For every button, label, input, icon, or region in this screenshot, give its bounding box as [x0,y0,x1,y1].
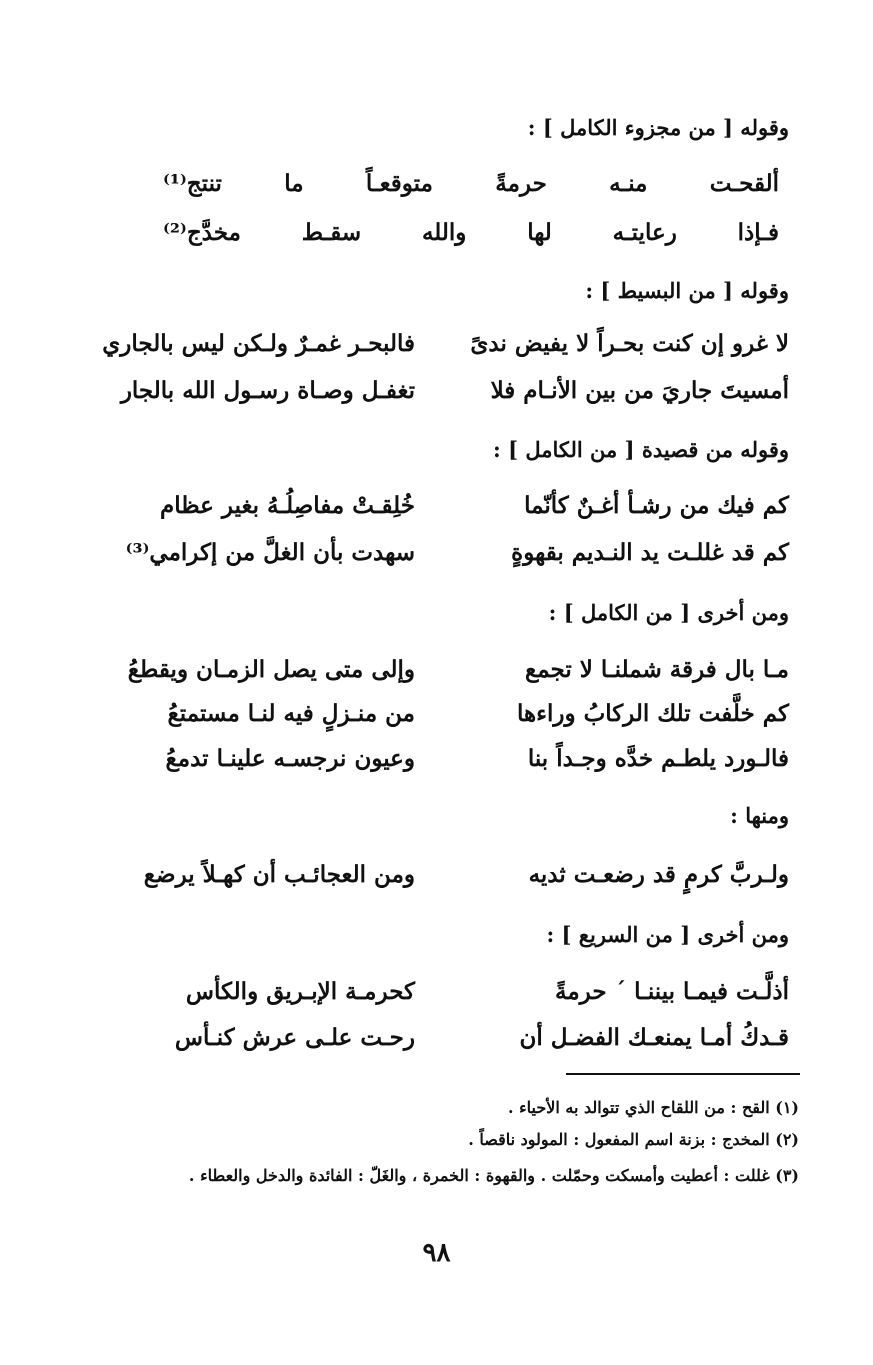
verse-word: تنتج⁽¹⁾ [163,170,222,197]
verse-first-hemistich: كم فيك من رشـأ أغـنٌ كأنّما [524,492,789,519]
verse-line [0,377,873,421]
verse-first-hemistich: كم خلَّفت تلك الركابُ وراءها [517,700,789,727]
verse-first-hemistich: ولـربَّ كرمٍ قد رضعـت ثديه [528,861,789,888]
verse-line [0,978,873,1022]
verse-words [163,219,779,246]
verse-word: ألقحـت [709,170,779,197]
section-intro: وقوله من قصيدة [ من الكامل ] : [493,437,789,462]
section-intro: وقوله [ من مجزوء الكامل ] : [527,115,789,140]
verse-second-hemistich: وإلى متى يصل الزمـان ويقطعُ [127,656,415,683]
verse-word: ما [284,170,304,197]
verse-second-hemistich: كحرمـة الإبـريق والكأس [185,978,415,1005]
footnote-separator [566,1073,800,1075]
verse-first-hemistich: فالـورد يلطـم خدَّه وجـداً بنا [527,745,789,772]
verse-word: منـه [609,170,648,197]
verse-line [0,492,873,536]
section-intro: ومن أخرى [ من الكامل ] : [548,600,789,625]
verse-words [163,170,779,197]
section-intro: ومنها : [730,803,789,828]
verse-first-hemistich: مـا بال فرقة شملنـا لا تجمع [524,656,789,683]
section-intro: ومن أخرى [ من السريع ] : [546,922,789,947]
verse-second-hemistich: فالبحـر غمـرٌ ولـكن ليس بالجاري [102,330,415,357]
verse-line [0,861,873,905]
verse-second-hemistich: من منـزلٍ فيه لنـا مستمتعُ [167,700,415,727]
verse-first-hemistich: أمسيتَ جاريَ من بين الأنـام فلا [490,377,789,404]
verse-line [0,700,873,744]
section-intro: وقوله [ من البسيط ] : [585,278,789,303]
verse-line [0,745,873,789]
verse-line [0,1024,873,1068]
verse-line [0,219,873,263]
verse-line [0,330,873,374]
verse-word: حرمةً [495,170,547,197]
footnote: (١) القح : من اللقاح الذي تتوالد به الأحياء . [508,1098,799,1117]
verse-second-hemistich: وعيون نرجسـه علينـا تدمعُ [165,745,415,772]
verse-word: فـإذا [737,219,779,246]
verse-word: متوقعـاً [365,170,433,197]
verse-second-hemistich: تغفـل وصـاة رسـول الله بالجار [120,377,415,404]
verse-first-hemistich: أذلَّـت فيمـا بيننـا ´ حرمةً [555,978,789,1005]
verse-second-hemistich: سهدت بأن الغلَّ من إكرامي⁽³⁾ [125,539,415,566]
verse-word: مخدَّج⁽²⁾ [163,219,241,246]
verse-word: لها [527,219,552,246]
footnote: (٣) غللت : أعطيت وأمسكت وحمّلت . والقهوة : الخمرة ، والغَلّ : الفائدة والدخل والعطاء . [188,1166,799,1185]
verse-first-hemistich: لا غرو إن كنت بحـراً لا يفيض ندىً [470,330,789,357]
verse-first-hemistich: قـدكُ أمـا يمنعـك الفضـل أن [519,1024,789,1051]
verse-line [0,170,873,214]
verse-line [0,656,873,700]
verse-second-hemistich: خُلِقـتْ مفاصِلُـهُ بغير عظام [160,492,415,519]
page-number: ٩٨ [422,1238,451,1268]
verse-first-hemistich: كم قد غللـت يد النـديم بقهوةٍ [511,539,789,566]
verse-second-hemistich: ومن العجائـب أن كهـلاً يرضع [143,861,415,888]
footnote: (٢) المخدج : بزنة اسم المفعول : المولود ناقصاً . [468,1130,799,1149]
verse-word: والله [421,219,467,246]
verse-line [0,539,873,583]
verse-word: سقـط [301,219,362,246]
verse-second-hemistich: رحـت علـى عرش كنـأس [174,1024,415,1051]
verse-word: رعايتـه [612,219,677,246]
